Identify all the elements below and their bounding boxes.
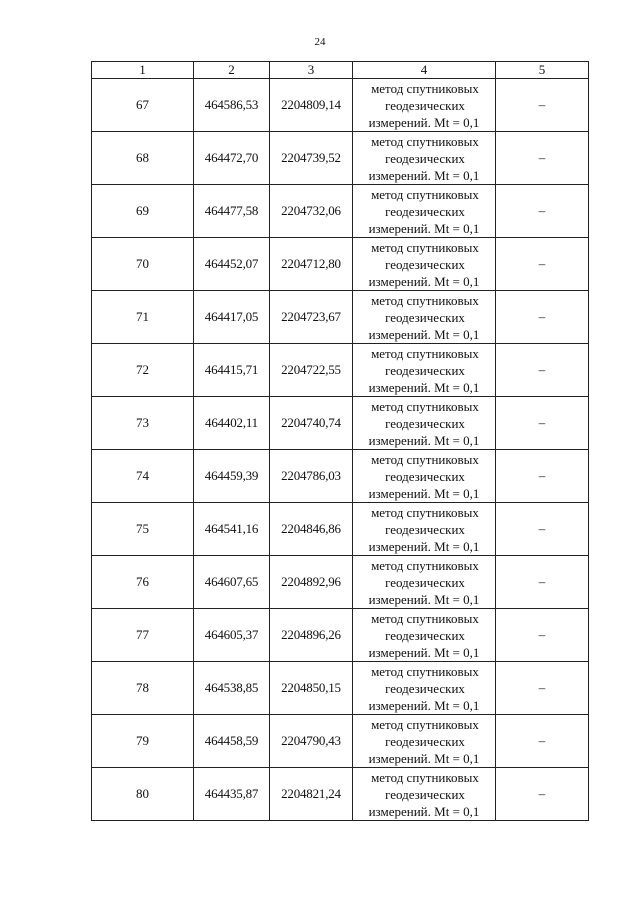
header-col-2: 2 bbox=[194, 62, 270, 79]
method-line-2: геодезических bbox=[385, 786, 465, 802]
method-description bbox=[353, 238, 496, 291]
coordinate-y: 2204850,15 bbox=[270, 662, 353, 715]
table-row bbox=[92, 132, 589, 185]
coordinates-table bbox=[91, 61, 589, 821]
method-description bbox=[353, 344, 496, 397]
table-row bbox=[92, 344, 589, 397]
method-description bbox=[353, 556, 496, 609]
coordinate-x: 464415,71 bbox=[194, 344, 270, 397]
method-line-2: геодезических bbox=[385, 150, 465, 166]
method-line-3: измерений. Mt = 0,1 bbox=[368, 220, 480, 236]
method-line-1: метод спутниковых bbox=[371, 186, 479, 202]
table-row bbox=[92, 291, 589, 344]
method-line-2: геодезических bbox=[385, 362, 465, 378]
method-line-2: геодезических bbox=[385, 97, 465, 113]
table-header bbox=[92, 62, 589, 79]
note-cell: – bbox=[496, 79, 589, 132]
coordinate-y: 2204846,86 bbox=[270, 503, 353, 556]
coordinate-x: 464586,53 bbox=[194, 79, 270, 132]
method-description bbox=[353, 768, 496, 821]
method-description bbox=[353, 132, 496, 185]
coordinate-x: 464477,58 bbox=[194, 185, 270, 238]
method-description bbox=[353, 503, 496, 556]
method-line-1: метод спутниковых bbox=[371, 133, 479, 149]
coordinate-x: 464538,85 bbox=[194, 662, 270, 715]
table-row bbox=[92, 397, 589, 450]
method-line-3: измерений. Mt = 0,1 bbox=[368, 326, 480, 342]
point-number: 70 bbox=[92, 238, 194, 291]
method-line-2: геодезических bbox=[385, 627, 465, 643]
coordinate-y: 2204740,74 bbox=[270, 397, 353, 450]
coordinate-y: 2204723,67 bbox=[270, 291, 353, 344]
point-number: 80 bbox=[92, 768, 194, 821]
header-row bbox=[92, 62, 589, 79]
coordinate-y: 2204739,52 bbox=[270, 132, 353, 185]
method-line-3: измерений. Mt = 0,1 bbox=[368, 432, 480, 448]
coordinate-x: 464459,39 bbox=[194, 450, 270, 503]
note-cell: – bbox=[496, 185, 589, 238]
note-cell: – bbox=[496, 609, 589, 662]
method-description bbox=[353, 291, 496, 344]
note-cell: – bbox=[496, 238, 589, 291]
coordinate-y: 2204896,26 bbox=[270, 609, 353, 662]
coordinate-y: 2204809,14 bbox=[270, 79, 353, 132]
method-line-1: метод спутниковых bbox=[371, 398, 479, 414]
method-description bbox=[353, 662, 496, 715]
coordinate-y: 2204712,80 bbox=[270, 238, 353, 291]
table-row bbox=[92, 768, 589, 821]
method-description bbox=[353, 450, 496, 503]
method-line-1: метод спутниковых bbox=[371, 451, 479, 467]
note-cell: – bbox=[496, 768, 589, 821]
note-cell: – bbox=[496, 556, 589, 609]
method-line-3: измерений. Mt = 0,1 bbox=[368, 803, 480, 819]
coordinate-y: 2204722,55 bbox=[270, 344, 353, 397]
point-number: 68 bbox=[92, 132, 194, 185]
method-line-3: измерений. Mt = 0,1 bbox=[368, 485, 480, 501]
method-line-3: измерений. Mt = 0,1 bbox=[368, 273, 480, 289]
method-description bbox=[353, 79, 496, 132]
method-description bbox=[353, 185, 496, 238]
coordinate-x: 464402,11 bbox=[194, 397, 270, 450]
coordinate-x: 464458,59 bbox=[194, 715, 270, 768]
method-line-2: геодезических bbox=[385, 203, 465, 219]
method-line-1: метод спутниковых bbox=[371, 292, 479, 308]
note-cell: – bbox=[496, 503, 589, 556]
method-line-2: геодезических bbox=[385, 521, 465, 537]
point-number: 78 bbox=[92, 662, 194, 715]
point-number: 76 bbox=[92, 556, 194, 609]
method-line-1: метод спутниковых bbox=[371, 504, 479, 520]
note-cell: – bbox=[496, 662, 589, 715]
coordinate-x: 464417,05 bbox=[194, 291, 270, 344]
coordinate-x: 464435,87 bbox=[194, 768, 270, 821]
coordinate-x: 464472,70 bbox=[194, 132, 270, 185]
method-line-1: метод спутниковых bbox=[371, 663, 479, 679]
method-description bbox=[353, 609, 496, 662]
method-line-3: измерений. Mt = 0,1 bbox=[368, 538, 480, 554]
header-col-5: 5 bbox=[496, 62, 589, 79]
table-row bbox=[92, 450, 589, 503]
table-row bbox=[92, 715, 589, 768]
method-line-3: измерений. Mt = 0,1 bbox=[368, 167, 480, 183]
coordinate-x: 464452,07 bbox=[194, 238, 270, 291]
note-cell: – bbox=[496, 450, 589, 503]
note-cell: – bbox=[496, 397, 589, 450]
table-row bbox=[92, 185, 589, 238]
method-line-2: геодезических bbox=[385, 574, 465, 590]
table-row bbox=[92, 609, 589, 662]
table-row bbox=[92, 556, 589, 609]
method-line-1: метод спутниковых bbox=[371, 610, 479, 626]
table-row bbox=[92, 662, 589, 715]
method-line-1: метод спутниковых bbox=[371, 769, 479, 785]
method-line-3: измерений. Mt = 0,1 bbox=[368, 114, 480, 130]
point-number: 79 bbox=[92, 715, 194, 768]
point-number: 73 bbox=[92, 397, 194, 450]
header-col-1: 1 bbox=[92, 62, 194, 79]
point-number: 77 bbox=[92, 609, 194, 662]
table-row bbox=[92, 503, 589, 556]
note-cell: – bbox=[496, 344, 589, 397]
coordinate-y: 2204892,96 bbox=[270, 556, 353, 609]
point-number: 69 bbox=[92, 185, 194, 238]
note-cell: – bbox=[496, 132, 589, 185]
point-number: 71 bbox=[92, 291, 194, 344]
method-line-1: метод спутниковых bbox=[371, 557, 479, 573]
method-description bbox=[353, 715, 496, 768]
coordinate-y: 2204790,43 bbox=[270, 715, 353, 768]
header-col-3: 3 bbox=[270, 62, 353, 79]
point-number: 67 bbox=[92, 79, 194, 132]
table-row bbox=[92, 79, 589, 132]
method-description bbox=[353, 397, 496, 450]
note-cell: – bbox=[496, 291, 589, 344]
method-line-2: геодезических bbox=[385, 415, 465, 431]
coordinate-x: 464605,37 bbox=[194, 609, 270, 662]
method-line-3: измерений. Mt = 0,1 bbox=[368, 591, 480, 607]
table-row bbox=[92, 238, 589, 291]
point-number: 75 bbox=[92, 503, 194, 556]
table-body bbox=[92, 79, 589, 821]
header-col-4: 4 bbox=[353, 62, 496, 79]
method-line-2: геодезических bbox=[385, 256, 465, 272]
method-line-2: геодезических bbox=[385, 680, 465, 696]
method-line-3: измерений. Mt = 0,1 bbox=[368, 644, 480, 660]
coordinate-y: 2204732,06 bbox=[270, 185, 353, 238]
coordinate-y: 2204821,24 bbox=[270, 768, 353, 821]
method-line-1: метод спутниковых bbox=[371, 716, 479, 732]
method-line-2: геодезических bbox=[385, 733, 465, 749]
point-number: 72 bbox=[92, 344, 194, 397]
method-line-2: геодезических bbox=[385, 468, 465, 484]
method-line-3: измерений. Mt = 0,1 bbox=[368, 750, 480, 766]
page-number: 24 bbox=[314, 36, 326, 48]
point-number: 74 bbox=[92, 450, 194, 503]
coordinate-y: 2204786,03 bbox=[270, 450, 353, 503]
method-line-1: метод спутниковых bbox=[371, 239, 479, 255]
coordinate-x: 464541,16 bbox=[194, 503, 270, 556]
method-line-1: метод спутниковых bbox=[371, 80, 479, 96]
method-line-1: метод спутниковых bbox=[371, 345, 479, 361]
coordinate-x: 464607,65 bbox=[194, 556, 270, 609]
method-line-3: измерений. Mt = 0,1 bbox=[368, 697, 480, 713]
method-line-3: измерений. Mt = 0,1 bbox=[368, 379, 480, 395]
method-line-2: геодезических bbox=[385, 309, 465, 325]
note-cell: – bbox=[496, 715, 589, 768]
